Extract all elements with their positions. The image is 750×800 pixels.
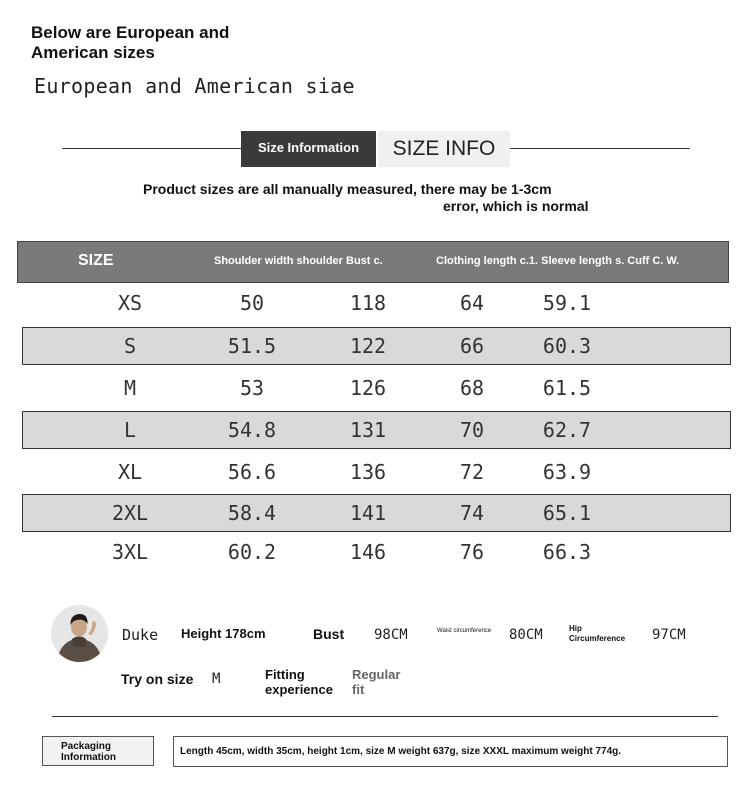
cell-size: L: [123, 418, 137, 442]
page-heading: Below are European and American sizes: [31, 23, 230, 62]
cell-bust: 146: [349, 540, 387, 564]
model-waist-value: 80CM: [509, 627, 543, 643]
try-on-size-label: Try on size: [121, 671, 194, 687]
cell-shoulder: 53: [239, 376, 265, 400]
cell-size: S: [123, 334, 137, 358]
cell-size: XS: [117, 291, 143, 315]
packaging-info-text: Length 45cm, width 35cm, height 1cm, size M weight 637g, size XXXL maximum weight 774g.: [180, 746, 622, 757]
cell-shoulder: 60.2: [227, 540, 277, 564]
cell-sleeve: 65.1: [542, 501, 592, 525]
model-avatar: [51, 605, 108, 662]
header-size: SIZE: [78, 252, 114, 269]
cell-bust: 131: [349, 418, 387, 442]
cell-bust: 126: [349, 376, 387, 400]
cell-bust: 118: [349, 291, 387, 315]
cell-length: 72: [459, 460, 485, 484]
page-subheading: European and American siae: [34, 74, 355, 98]
table-row: [0, 453, 750, 491]
header-length-sleeve-cuff: Clothing length c.1. Sleeve length s. Cuff C. W.: [436, 255, 680, 267]
fitting-experience-value: Regular fit: [352, 667, 401, 697]
model-bust-label: Bust: [313, 626, 345, 642]
table-row: [0, 494, 750, 532]
cell-length: 70: [459, 418, 485, 442]
model-hip-value: 97CM: [652, 627, 686, 643]
table-row: [0, 327, 750, 365]
cell-shoulder: 50: [239, 291, 265, 315]
cell-bust: 136: [349, 460, 387, 484]
model-bust-value: 98CM: [374, 627, 408, 643]
cell-size: 2XL: [111, 501, 149, 525]
cell-length: 66: [459, 334, 485, 358]
table-row: [0, 369, 750, 407]
cell-size: 3XL: [111, 540, 149, 564]
table-row: [0, 411, 750, 449]
model-height: Height 178cm: [181, 626, 266, 641]
model-waist-label: Waist circumference: [437, 628, 492, 634]
cell-shoulder: 56.6: [227, 460, 277, 484]
cell-sleeve: 66.3: [542, 540, 592, 564]
try-on-size-value: M: [212, 671, 221, 687]
cell-shoulder: 58.4: [227, 501, 277, 525]
measurement-notice-line1: Product sizes are all manually measured, there may be 1-3cm: [143, 181, 552, 197]
cell-length: 76: [459, 540, 485, 564]
size-info-banner: SIZE INFO: [378, 131, 510, 167]
table-row: [0, 533, 750, 571]
model-photo-icon: [51, 605, 108, 662]
packaging-label-box: [42, 736, 154, 766]
size-table-header: [17, 241, 729, 283]
divider-left: [62, 148, 241, 149]
cell-sleeve: 63.9: [542, 460, 592, 484]
model-hip-label: Hip Circumference: [569, 624, 626, 643]
table-row: [0, 284, 750, 322]
cell-sleeve: 61.5: [542, 376, 592, 400]
header-shoulder-bust: Shoulder width shoulder Bust c.: [214, 255, 383, 267]
cell-length: 68: [459, 376, 485, 400]
packaging-label: Packaging Information: [61, 741, 116, 763]
cell-size: XL: [117, 460, 143, 484]
cell-shoulder: 51.5: [227, 334, 277, 358]
cell-sleeve: 59.1: [542, 291, 592, 315]
cell-length: 64: [459, 291, 485, 315]
divider-right: [510, 148, 690, 149]
size-information-banner: Size Information: [241, 131, 376, 167]
cell-sleeve: 60.3: [542, 334, 592, 358]
divider-bottom: [52, 716, 718, 717]
cell-bust: 141: [349, 501, 387, 525]
fitting-experience-label: Fitting experience: [265, 667, 333, 697]
cell-bust: 122: [349, 334, 387, 358]
packaging-info-box: [173, 736, 728, 767]
cell-shoulder: 54.8: [227, 418, 277, 442]
cell-size: M: [123, 376, 137, 400]
cell-length: 74: [459, 501, 485, 525]
cell-sleeve: 62.7: [542, 418, 592, 442]
measurement-notice-line2: error, which is normal: [443, 198, 589, 214]
model-name: Duke: [122, 626, 159, 644]
